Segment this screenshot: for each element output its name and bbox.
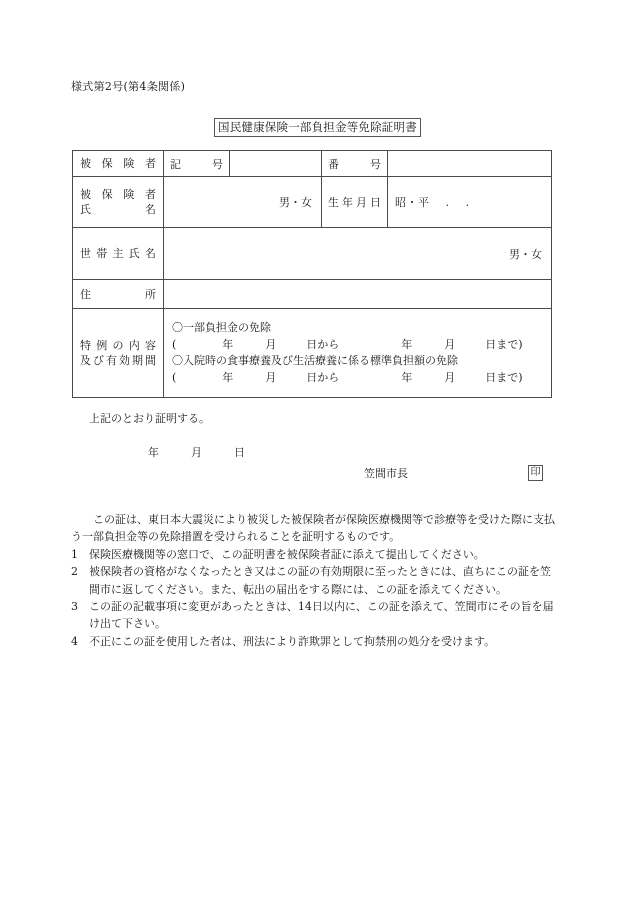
issue-date-year: 年 (148, 446, 159, 459)
exemption-period-1[interactable] (172, 337, 551, 354)
period-2-from: 日から (306, 370, 340, 384)
document-title-container (214, 116, 417, 137)
period-1-to: 日まで) (485, 337, 523, 351)
label-householder-name: 世帯主氏名 (73, 228, 164, 280)
period-2-month-start: 月 (265, 370, 277, 384)
notes-intro: この証は、東日本大震災により被災した被保険者が保険医療機関等で診療等を受けた際に支払う一部負担金等の免除措置を受けられることを証明するものです。 (71, 513, 555, 544)
period-1-paren-open: ( (172, 337, 177, 351)
field-householder-name[interactable] (164, 228, 552, 280)
dob-dot-2: . (465, 196, 470, 209)
note-item-3-text: この証の記載事項に変更があったときは、14日以内に、この証を添えて、笠間市にその旨を届け出て下さい。 (89, 600, 554, 631)
note-item-2-text: 被保険者の資格がなくなったとき又はこの証の有効期限に至ったときには、直ちにこの証を笠間市に返してください。また、転出の届出をする際には、この証を添えてください。 (89, 565, 551, 596)
period-2-month-end: 月 (444, 370, 456, 384)
exemption-option-2-label: 〇入院時の食事療養及び生活療養に係る標準負担額の免除 (172, 354, 458, 367)
period-2-paren-open: ( (172, 370, 177, 384)
table-row-householder (73, 228, 552, 280)
label-insured-person: 被保険者 (73, 151, 164, 177)
note-item-1-text: 保険医療機関等の窓口で、この証明書を被保険者証に添えて提出してください。 (89, 547, 485, 561)
table-row-symbol-number (73, 151, 552, 177)
sex-selector-householder[interactable]: 男・女 (509, 247, 542, 261)
exemption-option-1[interactable] (172, 320, 551, 337)
period-2-year-start: 年 (222, 370, 234, 384)
field-insured-name[interactable] (164, 177, 322, 228)
label-date-of-birth: 生年月日 (322, 177, 388, 228)
note-item-3 (71, 598, 561, 633)
period-1-month-start: 月 (265, 337, 277, 351)
table-row-address (73, 280, 552, 309)
note-item-4-text: 不正にこの証を使用した者は、刑法により詐欺罪として拘禁刑の処分を受けます。 (89, 634, 496, 648)
exemption-period-2[interactable] (172, 370, 551, 387)
issue-date-line[interactable] (148, 444, 245, 460)
field-date-of-birth[interactable] (388, 177, 552, 228)
dob-dot-1: . (445, 196, 450, 209)
field-number-value[interactable] (388, 151, 552, 177)
table-row-name-dob (73, 177, 552, 228)
period-1-month-end: 月 (444, 337, 456, 351)
era-selector[interactable]: 昭・平 (395, 196, 430, 209)
note-item-1-number: 1 (71, 547, 78, 561)
label-special-provisions: 特例の内容 及び有効期間 (73, 309, 164, 398)
period-1-year-end: 年 (401, 337, 413, 351)
page-title: 国民健康保険一部負担金等免除証明書 (214, 118, 421, 137)
note-item-2 (71, 563, 561, 598)
period-1-from: 日から (306, 337, 340, 351)
label-number: 番号 (322, 151, 388, 177)
insured-person-table (72, 150, 552, 398)
certification-statement: 上記のとおり証明する。 (89, 412, 210, 425)
period-1-year-start: 年 (222, 337, 234, 351)
notes-section (71, 511, 561, 650)
exemption-option-1-label: 〇一部負担金の免除 (172, 321, 271, 334)
note-item-4 (71, 633, 561, 650)
issuer-name: 笠間市長 (364, 467, 408, 480)
field-special-provisions[interactable] (164, 309, 552, 398)
table-row-special-provisions (73, 309, 552, 398)
label-address: 住所 (73, 280, 164, 309)
exemption-option-2[interactable] (172, 353, 551, 370)
note-item-4-number: 4 (71, 634, 78, 648)
note-item-2-number: 2 (71, 565, 78, 579)
label-symbol: 記号 (164, 151, 230, 177)
sex-selector-insured[interactable]: 男・女 (279, 196, 312, 209)
field-symbol-value[interactable] (230, 151, 322, 177)
issue-date-month: 月 (191, 446, 202, 459)
issue-date-day: 日 (234, 446, 245, 459)
period-2-year-end: 年 (401, 370, 413, 384)
seal-stamp-box: 印 (528, 465, 543, 481)
field-address[interactable] (164, 280, 552, 309)
label-insured-person-name: 被保険者 氏名 (73, 177, 164, 228)
note-item-1 (71, 546, 561, 563)
form-number: 様式第2号(第4条関係) (71, 80, 186, 93)
note-item-3-number: 3 (71, 600, 78, 614)
period-2-to: 日まで) (485, 370, 523, 384)
